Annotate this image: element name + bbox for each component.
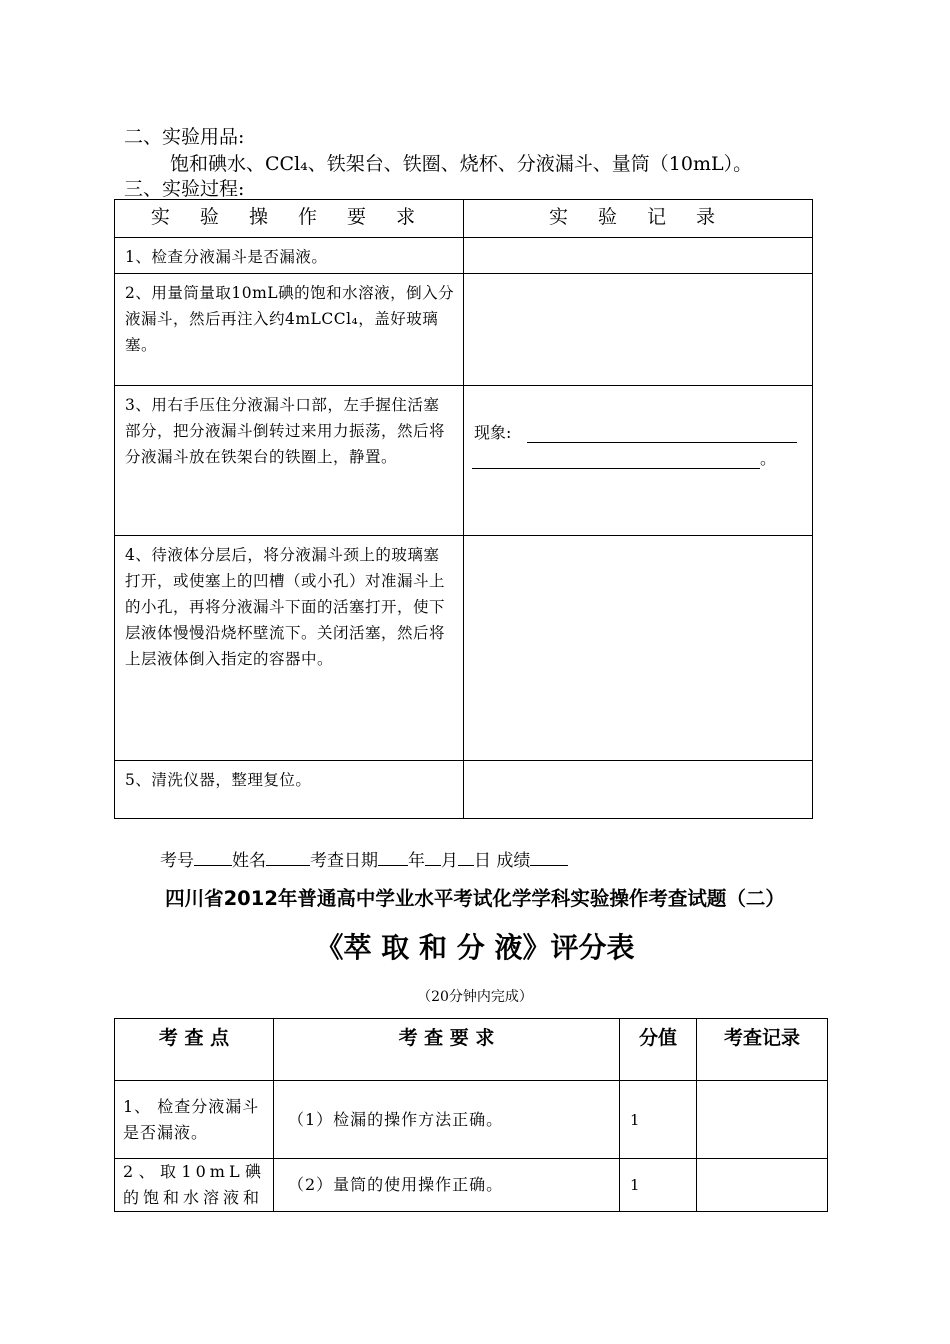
table-row [115, 1159, 828, 1212]
exam-record-2 [697, 1159, 828, 1212]
check-point-1: 1、 检查分液漏斗是否漏液。 [115, 1081, 274, 1159]
header-requirement: 考 查 要 求 [274, 1019, 620, 1081]
requirement-2: （2）量筒的使用操作正确。 [274, 1159, 620, 1212]
operation-step-1: 1、检查分液漏斗是否漏液。 [115, 238, 464, 274]
score-table [114, 1018, 828, 1212]
header-score: 分值 [620, 1019, 697, 1081]
score-table-header [115, 1019, 828, 1081]
year-blank [378, 849, 408, 866]
operation-step-3: 3、用右手压住分液漏斗口部，左手握住活塞部分，把分液漏斗倒转过来用力振荡，然后将分液漏斗放在铁架台的铁圈上，静置。 [115, 386, 464, 536]
score-1: 1 [620, 1081, 697, 1159]
exam-number-blank [194, 849, 232, 866]
day-label: 日 [474, 851, 491, 871]
score-label: 成绩 [496, 851, 531, 871]
score-blank [530, 849, 568, 866]
phenomenon-blank-2 [472, 450, 760, 469]
exam-info-line [160, 846, 568, 871]
month-label: 月 [441, 851, 458, 871]
record-step-1 [464, 238, 813, 274]
process-table [114, 199, 813, 819]
day-blank [458, 849, 474, 866]
check-point-2: 2、取10mL碘的饱和水溶液和 [123, 1162, 265, 1207]
section-3-heading: 三、实验过程: [124, 178, 245, 200]
phenomenon-label: 现象: [474, 423, 512, 442]
header-operation: 实 验 操 作 要 求 [115, 200, 464, 238]
section-2-heading: 二、实验用品: [124, 126, 245, 148]
score-2: 1 [620, 1159, 697, 1212]
table-row [115, 761, 813, 819]
record-step-5 [464, 761, 813, 819]
table-row [115, 238, 813, 274]
month-blank [425, 849, 441, 866]
operation-step-5: 5、清洗仪器，整理复位。 [115, 761, 464, 819]
requirement-1: （1）检漏的操作方法正确。 [274, 1081, 620, 1159]
operation-step-2: 2、用量筒量取10mL碘的饱和水溶液，倒入分液漏斗，然后再注入约4mLCCl₄，盖好玻璃塞。 [115, 274, 464, 386]
name-label: 姓名 [232, 851, 266, 871]
table-row [115, 274, 813, 386]
date-label: 考查日期 [310, 851, 378, 871]
header-check-point: 考 查 点 [115, 1019, 274, 1081]
sub-title: 《萃 取 和 分 液》评分表 [315, 931, 635, 964]
record-step-4 [464, 536, 813, 761]
record-step-2 [464, 274, 813, 386]
year-label: 年 [408, 851, 425, 871]
record-step-3 [464, 386, 813, 536]
main-title: 四川省2012年普通高中学业水平考试化学学科实验操作考查试题（二） [165, 887, 785, 910]
exam-number-label: 考号 [160, 851, 194, 871]
header-record: 实 验 记 录 [464, 200, 813, 238]
table-row [115, 1081, 828, 1159]
header-exam-record: 考查记录 [697, 1019, 828, 1081]
process-table-header [115, 200, 813, 238]
phenomenon-end: 。 [760, 449, 777, 468]
phenomenon-blank-1 [527, 424, 797, 443]
name-blank [266, 849, 310, 866]
exam-record-1 [697, 1081, 828, 1159]
operation-step-4: 4、待液体分层后，将分液漏斗颈上的玻璃塞打开，或使塞上的凹槽（或小孔）对准漏斗上的小孔，再将分液漏斗下面的活塞打开，使下层液体慢慢沿烧杯壁流下。关闭活塞，然后将上层液体倒入指定的容器中。 [115, 536, 464, 761]
time-note: （20分钟内完成） [417, 989, 533, 1005]
materials-list: 饱和碘水、CCl₄、铁架台、铁圈、烧杯、分液漏斗、量筒（10mL）。 [170, 153, 753, 175]
table-row [115, 386, 813, 536]
table-row [115, 536, 813, 761]
